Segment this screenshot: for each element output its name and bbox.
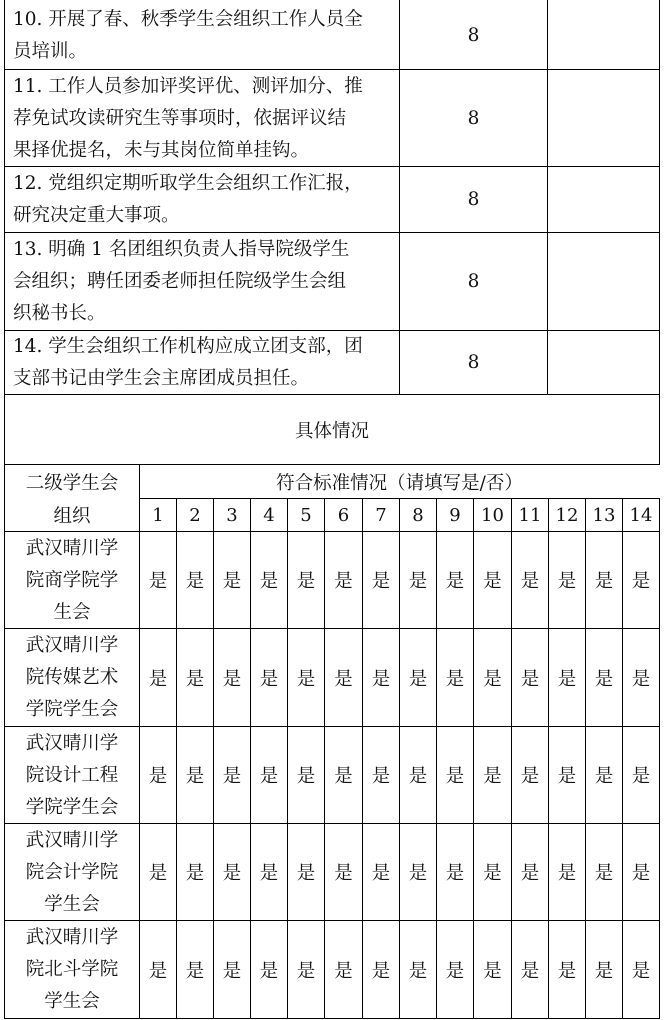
item-number-header: 4	[263, 504, 275, 526]
compliance-answer: 是	[483, 766, 502, 787]
condition-text-line: 织秘书长。	[13, 303, 106, 324]
compliance-answer: 是	[185, 571, 205, 592]
compliance-answer: 是	[408, 960, 428, 982]
item-number-header: 7	[375, 504, 387, 526]
item-number-header: 14	[629, 504, 653, 526]
compliance-header: 符合标准情况（请填写是/否）	[276, 472, 523, 494]
condition-text-line: 13. 明确 1 名团组织负责人指导院级学生	[13, 239, 350, 260]
compliance-answer: 是	[594, 571, 614, 592]
compliance-answer: 是	[483, 668, 502, 690]
compliance-answer: 是	[334, 766, 353, 787]
compliance-answer: 是	[334, 960, 353, 982]
organization-name-line: 武汉晴川学	[25, 732, 119, 754]
grid-line-v	[659, 498, 660, 1019]
compliance-answer: 是	[259, 960, 279, 982]
condition-text-line: 果择优提名，未与其岗位简单挂钩。	[13, 139, 310, 161]
organization-name-line: 院传媒艺术	[25, 667, 119, 688]
condition-text-line: 支部书记由学生会主席团成员担任。	[13, 368, 310, 389]
compliance-answer: 是	[520, 766, 540, 787]
score-value: 8	[467, 352, 480, 373]
org-column-header-line2: 组织	[53, 506, 91, 527]
score-value: 8	[467, 271, 480, 292]
compliance-answer: 是	[185, 668, 205, 690]
compliance-answer: 是	[483, 960, 502, 982]
grid-line-h	[4, 1018, 660, 1019]
details-title: 具体情况	[294, 420, 369, 442]
item-number-header: 1	[152, 504, 164, 526]
condition-text-line: 研究决定重大事项。	[13, 205, 180, 226]
compliance-answer: 是	[334, 668, 353, 690]
compliance-answer: 是	[594, 863, 614, 884]
item-number-header: 12	[555, 504, 579, 526]
compliance-answer: 是	[520, 668, 540, 690]
organization-name-line: 院商学院学	[25, 569, 119, 591]
organization-name-line: 武汉晴川学	[25, 635, 119, 656]
organization-name-line: 武汉晴川学	[25, 829, 119, 851]
condition-text-line: 14. 学生会组织工作机构应成立团支部，团	[13, 336, 363, 357]
compliance-answer: 是	[631, 668, 651, 690]
compliance-answer: 是	[222, 863, 242, 884]
compliance-answer: 是	[259, 668, 279, 690]
organization-name-line: 学生会	[44, 991, 100, 1012]
compliance-answer: 是	[222, 571, 242, 592]
item-number-header: 9	[449, 504, 461, 526]
blank-score-cell	[548, 233, 659, 330]
compliance-answer: 是	[408, 766, 428, 787]
blank-score-cell	[548, 1, 659, 69]
compliance-answer: 是	[594, 960, 614, 982]
compliance-answer: 是	[371, 960, 391, 982]
item-number-header: 8	[412, 504, 424, 526]
blank-score-cell	[548, 167, 659, 232]
compliance-answer: 是	[185, 766, 205, 787]
organization-name-line: 院北斗学院	[25, 959, 119, 980]
item-number-header: 5	[300, 504, 312, 526]
organization-name-line: 院会计学院	[25, 861, 119, 883]
condition-text-line: 荐免试攻读研究生等事项时，依据评议结	[13, 107, 347, 129]
item-number-header: 11	[518, 504, 542, 526]
compliance-answer: 是	[631, 960, 651, 982]
blank-score-cell	[548, 70, 659, 166]
compliance-answer: 是	[520, 571, 540, 592]
compliance-answer: 是	[185, 863, 205, 884]
compliance-answer: 是	[148, 766, 168, 787]
score-value: 8	[467, 189, 480, 210]
condition-text-line: 10. 开展了春、秋季学生会组织工作人员全	[13, 8, 363, 30]
compliance-answer: 是	[483, 863, 502, 884]
compliance-answer: 是	[296, 766, 316, 787]
organization-name-line: 学生会	[44, 893, 100, 915]
item-number-header: 13	[592, 504, 616, 526]
item-number-header: 3	[226, 504, 238, 526]
compliance-answer: 是	[296, 571, 316, 592]
compliance-answer: 是	[445, 766, 465, 787]
condition-text-line: 12. 党组织定期听取学生会组织工作汇报，	[13, 173, 363, 194]
compliance-answer: 是	[371, 571, 391, 592]
condition-text-line: 会组织；聘任团委老师担任院级学生会组	[13, 271, 347, 292]
compliance-answer: 是	[408, 571, 428, 592]
compliance-answer: 是	[148, 960, 168, 982]
compliance-answer: 是	[408, 863, 428, 884]
compliance-answer: 是	[148, 668, 168, 690]
compliance-answer: 是	[445, 571, 465, 592]
compliance-answer: 是	[222, 668, 242, 690]
grid-line-v	[659, 0, 660, 465]
organization-name-line: 武汉晴川学	[25, 927, 119, 948]
compliance-answer: 是	[594, 766, 614, 787]
item-number-header: 10	[481, 504, 504, 526]
compliance-answer: 是	[445, 960, 465, 982]
compliance-answer: 是	[520, 960, 540, 982]
compliance-answer: 是	[222, 960, 242, 982]
compliance-answer: 是	[631, 766, 651, 787]
compliance-answer: 是	[445, 863, 465, 884]
compliance-answer: 是	[371, 766, 391, 787]
score-value: 8	[467, 107, 480, 129]
compliance-answer: 是	[631, 571, 651, 592]
compliance-answer: 是	[222, 766, 242, 787]
organization-name-line: 学院学生会	[25, 796, 119, 818]
compliance-answer: 是	[445, 668, 465, 690]
compliance-answer: 是	[296, 960, 316, 982]
compliance-answer: 是	[594, 668, 614, 690]
compliance-answer: 是	[296, 863, 316, 884]
compliance-answer: 是	[557, 668, 577, 690]
compliance-answer: 是	[557, 571, 577, 592]
organization-name-line: 武汉晴川学	[25, 537, 119, 559]
compliance-answer: 是	[259, 766, 279, 787]
compliance-answer: 是	[259, 863, 279, 884]
organization-name-line: 生会	[53, 601, 91, 623]
item-number-header: 2	[189, 504, 201, 526]
compliance-answer: 是	[557, 766, 577, 787]
condition-text-line: 员培训。	[13, 40, 88, 62]
compliance-answer: 是	[259, 571, 279, 592]
compliance-answer: 是	[631, 863, 651, 884]
org-column-header-line1: 二级学生会	[25, 473, 119, 494]
compliance-answer: 是	[371, 863, 391, 884]
compliance-answer: 是	[296, 668, 316, 690]
compliance-answer: 是	[557, 863, 577, 884]
blank-score-cell	[548, 331, 659, 394]
compliance-answer: 是	[185, 960, 205, 982]
compliance-answer: 是	[371, 668, 391, 690]
compliance-answer: 是	[557, 960, 577, 982]
compliance-answer: 是	[334, 863, 353, 884]
organization-name-line: 学院学生会	[25, 699, 119, 720]
condition-text-line: 11. 工作人员参加评奖评优、测评加分、推	[13, 75, 363, 97]
compliance-answer: 是	[334, 571, 353, 592]
compliance-answer: 是	[520, 863, 540, 884]
organization-name-line: 院设计工程	[25, 764, 119, 786]
score-value: 8	[467, 24, 480, 46]
item-number-header: 6	[337, 504, 350, 526]
compliance-answer: 是	[148, 571, 168, 592]
compliance-answer: 是	[148, 863, 168, 884]
compliance-answer: 是	[408, 668, 428, 690]
compliance-answer: 是	[483, 571, 502, 592]
